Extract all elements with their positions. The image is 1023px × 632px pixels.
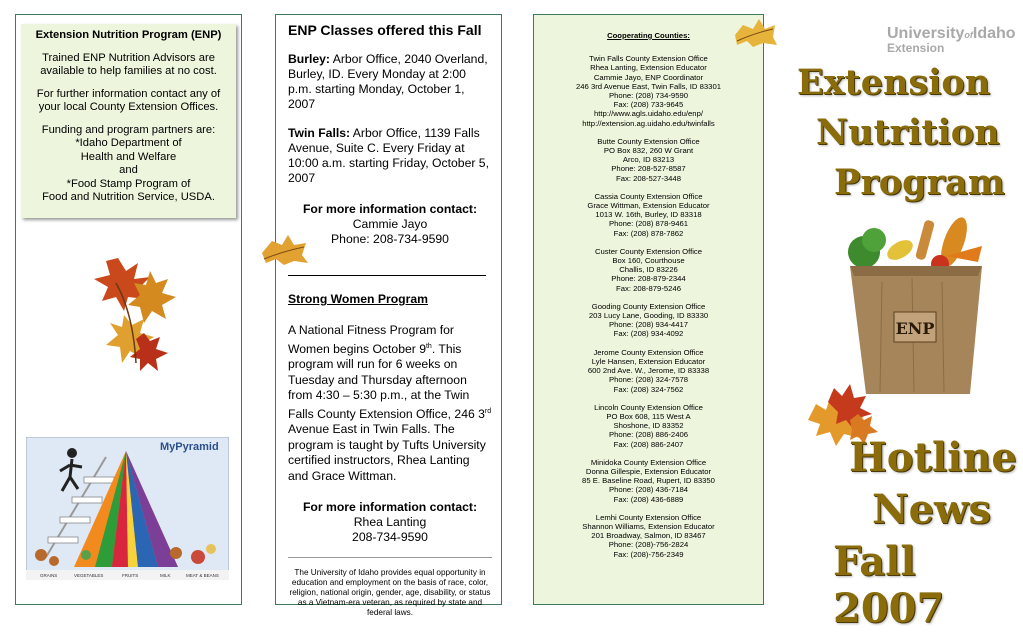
twinfalls-class [288, 126, 492, 186]
pyramid-label: FRUITS [122, 573, 139, 578]
county-entry [534, 348, 763, 394]
county-line: 1013 W. 16th, Burley, ID 83318 [595, 210, 702, 220]
grocery-bag-icon [842, 212, 994, 394]
county-line: Fax: (208) 324-7562 [613, 384, 684, 394]
pyramid-label: MILK [160, 573, 171, 578]
county-line: Butte County Extension Office [597, 136, 700, 146]
county-line: Phone: (208) 934-4417 [608, 320, 689, 330]
county-line: Phone: (208) 436-7184 [608, 485, 689, 495]
university-logo [887, 25, 1016, 61]
county-line: Fax: (208) 934-4092 [613, 329, 684, 339]
strong-heading-text: Strong Women Program [288, 292, 428, 306]
burley-label: Burley: [288, 52, 330, 66]
enp-advisors-text: Trained ENP Nutrition Advisors are available to help families at no cost. [40, 51, 217, 77]
county-line: Phone: (208) 878-9461 [608, 219, 689, 229]
county-line: Lemhi County Extension Office [595, 512, 702, 522]
county-line: Twin Falls County Extension Office [589, 54, 708, 64]
county-line: Grace Wittman, Extension Educator [587, 201, 710, 211]
county-line: Phone: (208)-756-2824 [608, 540, 689, 550]
counties-heading: Cooperating Counties: [607, 31, 690, 40]
county-entry [534, 247, 763, 293]
hotline-line-1: Hotline [849, 434, 1017, 481]
title-line-1: Extension [797, 62, 991, 103]
county-list [534, 54, 763, 559]
divider [288, 275, 486, 276]
county-line: Fax: (208) 733-9645 [613, 100, 684, 110]
strong-women-text [288, 323, 492, 484]
strong-text: A National Fitness Program for Women begins October 9 [288, 323, 454, 356]
county-entry [534, 54, 763, 128]
title-line-2: Nutrition [816, 112, 1000, 153]
hotline-line-2: News [872, 486, 991, 533]
county-entry [534, 458, 763, 504]
pyramid-label: VEGETABLES [74, 573, 104, 578]
contact-heading: For more information contact: [302, 500, 478, 515]
partners-line: *Food Stamp Program of [66, 177, 191, 190]
mypyramid-title: MyPyramid [160, 441, 219, 453]
hotline-line-3: Fall 2007 [833, 538, 945, 632]
county-line: Shoshone, ID 83352 [613, 421, 684, 431]
divider [288, 557, 492, 558]
county-line: Fax: (208) 886-2407 [613, 439, 684, 449]
county-line: Rhea Lanting, Extension Educator [590, 63, 707, 73]
logo-of: of [964, 30, 973, 40]
county-entry [534, 403, 763, 449]
county-line: PO Box 832, 260 W Grant [603, 146, 694, 156]
county-line: Jerome County Extension Office [593, 347, 704, 357]
bag-label: ENP [895, 319, 935, 338]
county-line: Custer County Extension Office [594, 246, 703, 256]
county-line: Phone: (208) 734-9590 [608, 91, 689, 101]
pyramid-label: MEAT & BEANS [186, 573, 219, 578]
logo-extension: Extension [887, 41, 945, 55]
partners-line: Food and Nutrition Service, USDA. [42, 191, 215, 203]
county-line: PO Box 608, 115 West A [606, 411, 691, 421]
partners-line: Funding and program partners are: [41, 123, 216, 136]
county-entry [534, 302, 763, 339]
county-line: Phone: (208) 324-7578 [608, 375, 689, 385]
classes-heading: ENP Classes offered this Fall [288, 22, 482, 38]
county-line: Lincoln County Extension Office [594, 402, 703, 412]
burley-class [288, 52, 492, 112]
county-line: 201 Broadway, Salmon, ID 83467 [591, 531, 706, 541]
county-entry [534, 513, 763, 559]
enp-partners [25, 124, 232, 205]
autumn-leaves-icon [88, 253, 180, 375]
county-line: Shannon Williams, Extension Educator [582, 521, 715, 531]
contact-name: Rhea Lanting [353, 515, 427, 530]
county-line[interactable]: http://www.agls.uidaho.edu/enp/ [594, 109, 703, 119]
enp-title: Extension Nutrition Program (ENP) [35, 29, 222, 41]
county-line: Donna Gillespie, Extension Educator [585, 466, 712, 476]
partners-line: and [119, 164, 138, 176]
superscript: rd [484, 407, 492, 415]
county-line: 600 2nd Ave. W., Jerome, ID 83338 [587, 366, 710, 376]
county-line: Challis, ID 83226 [619, 265, 678, 275]
strong-text: Avenue East in Twin Falls. The program is taught by Tufts University certified instructors, Rhea Lanting and Grace Wittman. [288, 422, 486, 483]
county-line: Phone: 208-879-2344 [611, 274, 686, 284]
county-line: Box 160, Courthouse [612, 256, 685, 266]
county-line: Lyle Hansen, Extension Educator [591, 356, 706, 366]
contact-block-1 [288, 202, 492, 247]
county-line: Fax: 208-879-5246 [616, 283, 681, 293]
contact-phone: 208-734-9590 [352, 530, 428, 545]
partners-line: Health and Welfare [80, 150, 177, 163]
leaf-icon [258, 233, 310, 267]
panel-counties [533, 14, 764, 605]
twinfalls-label: Twin Falls: [288, 126, 351, 140]
logo-idaho: Idaho [972, 25, 1016, 42]
superscript: th [425, 342, 432, 350]
county-entry [534, 192, 763, 238]
logo-university: University [887, 25, 965, 42]
strong-women-heading [288, 292, 492, 307]
mypyramid-image [26, 437, 229, 580]
county-line: 246 3rd Avenue East, Twin Falls, ID 83301 [575, 81, 721, 91]
contact-phone: Phone: 208-734-9590 [331, 232, 449, 246]
equal-opportunity-statement: The University of Idaho provides equal opportunity in education and employment on the basis of race, color, religion, national origin, gender, age, disability, or status as a Vietnam-era veteran, as required by state and federal laws. [289, 568, 491, 618]
partners-line: *Idaho Department of [75, 137, 182, 149]
county-line: Cammie Jayo, ENP Coordinator [593, 72, 704, 82]
county-line: Gooding County Extension Office [591, 301, 706, 311]
strong-text: . This program will run for 6 weeks on Tuesday and Thursday afternoon from 4:30 – 5:30 p.m., at the Twin Falls County Extension Office, 246 3 [288, 341, 485, 421]
county-line: Minidoka County Extension Office [590, 457, 707, 467]
burley-text: Arbor Office, 2040 Overland, Burley, ID. Every Monday at 2:00 p.m. starting Monday, October 1, 2007 [288, 52, 488, 111]
county-line: Fax: 208-527-3448 [616, 173, 681, 183]
contact-block-2 [288, 500, 492, 545]
contact-heading: For more information contact: [302, 202, 478, 216]
pyramid-label: GRAINS [40, 573, 58, 578]
title-line-3: Program [834, 162, 1005, 203]
county-line: 203 Lucy Lane, Gooding, ID 83330 [588, 311, 709, 321]
county-line: 85 E. Baseline Road, Rupert, ID 83350 [582, 476, 715, 486]
county-line: Fax: (208)-756-2349 [613, 549, 684, 559]
county-line: Fax: (208) 436-6889 [613, 494, 684, 504]
county-line: Fax: (208) 878-7862 [613, 228, 684, 238]
twinfalls-text: Arbor Office, 1139 Falls Avenue, Suite C. Every Friday at 10:00 a.m. starting Friday, October 5, 2007 [288, 126, 489, 185]
county-entry [534, 137, 763, 183]
enp-info-box [21, 24, 236, 218]
enp-contact-text: For further information contact any of your local County Extension Offices. [36, 87, 221, 113]
county-line[interactable]: http://extension.ag.uidaho.edu/twinfalls [582, 118, 715, 128]
county-line: Arco, ID 83213 [622, 155, 675, 165]
county-line: Phone: (208) 886-2406 [608, 430, 689, 440]
panel-classes [275, 14, 502, 618]
contact-name: Cammie Jayo [352, 217, 428, 231]
county-line: Phone: 208-527-8587 [611, 164, 686, 174]
leaf-icon [731, 17, 779, 49]
county-line: Cassia County Extension Office [594, 191, 703, 201]
